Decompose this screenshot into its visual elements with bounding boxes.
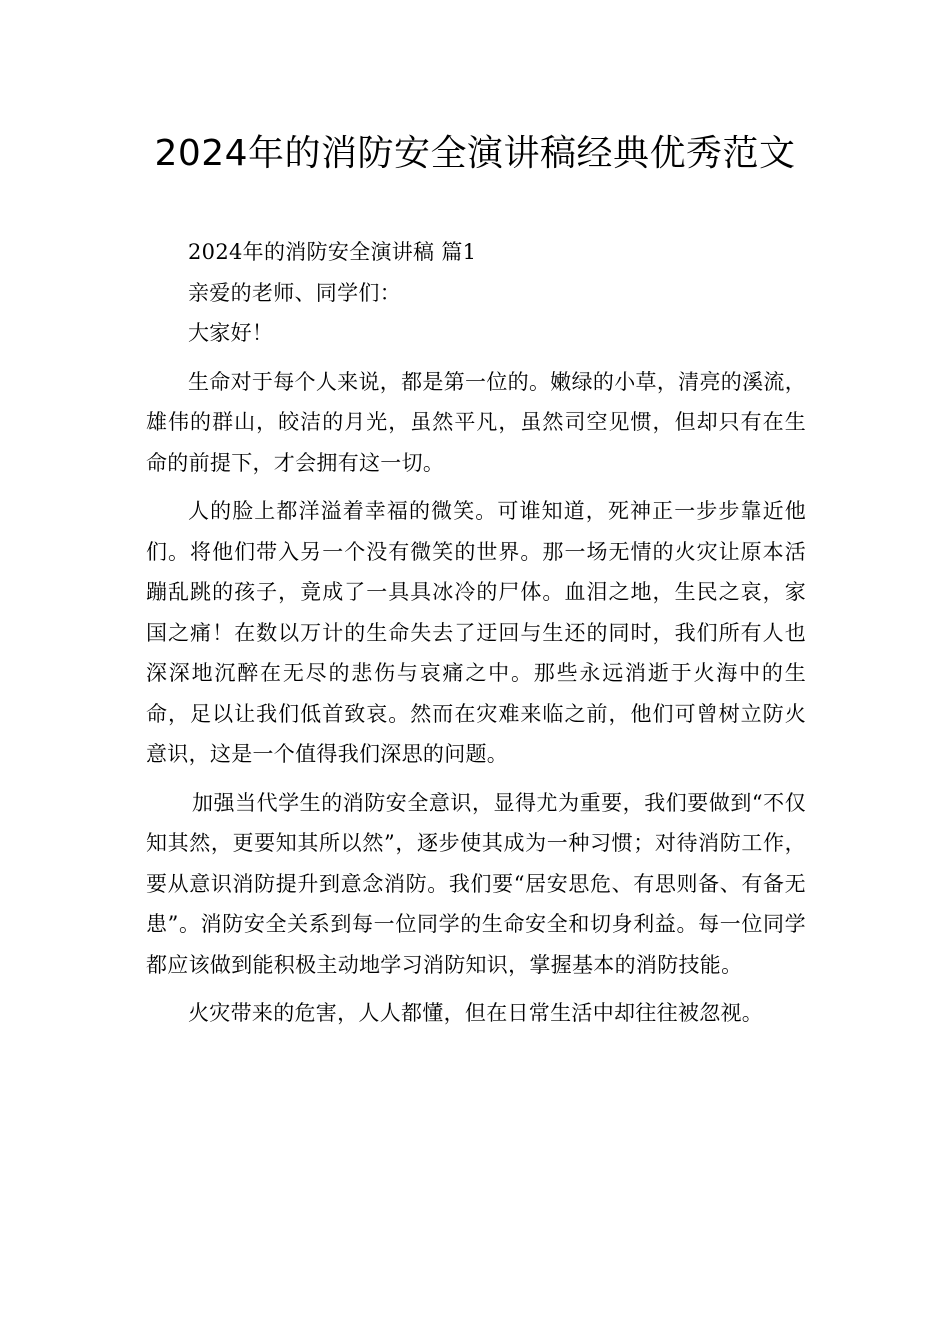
body-paragraph: 生命对于每个人来说，都是第一位的。嫩绿的小草，清亮的溪流，雄伟的群山，皎洁的月光，虽然平凡，虽然司空见惯，但却只有在生命的前提下，才会拥有这一切。 — [146, 369, 806, 475]
greeting: 大家好！ — [188, 321, 274, 345]
body-paragraph: 人的脸上都洋溢着幸福的微笑。可谁知道，死神正一步步靠近他们。将他们带入另一个没有微笑的世界。那一场无情的火灾让原本活蹦乱跳的孩子，竟成了一具具冰冷的尸体。血泪之地，生民之哀，家国之痛！在数以万计的生命失去了迂回与生还的同时，我们所有人也深深地沉醉在无尽的悲伤与哀痛之中。那些永远消逝于火海中的生命，足以让我们低首致哀。然而在灾难来临之前，他们可曾树立防火意识，这是一个值得我们深思的问题。 — [146, 499, 806, 766]
body-paragraph: 火灾带来的危害，人人都懂，但在日常生活中却往往被忽视。 — [188, 1001, 764, 1025]
salutation: 亲爱的老师、同学们： — [188, 280, 401, 305]
document-body — [146, 232, 806, 1034]
section-heading: 2024年的消防安全演讲稿 篇1 — [188, 240, 477, 264]
document-title: 2024年的消防安全演讲稿经典优秀范文 — [154, 133, 796, 174]
body-paragraph: 加强当代学生的消防安全意识，显得尤为重要，我们要做到“不仅知其然，更要知其所以然”，逐步使其成为一种习惯；对待消防工作，要从意识消防提升到意念消防。我们要“居安思危、有思则备、有备无患”。消防安全关系到每一位同学的生命安全和切身利益。每一位同学都应该做到能积极主动地学习消防知识，掌握基本的消防技能。 — [146, 790, 806, 977]
